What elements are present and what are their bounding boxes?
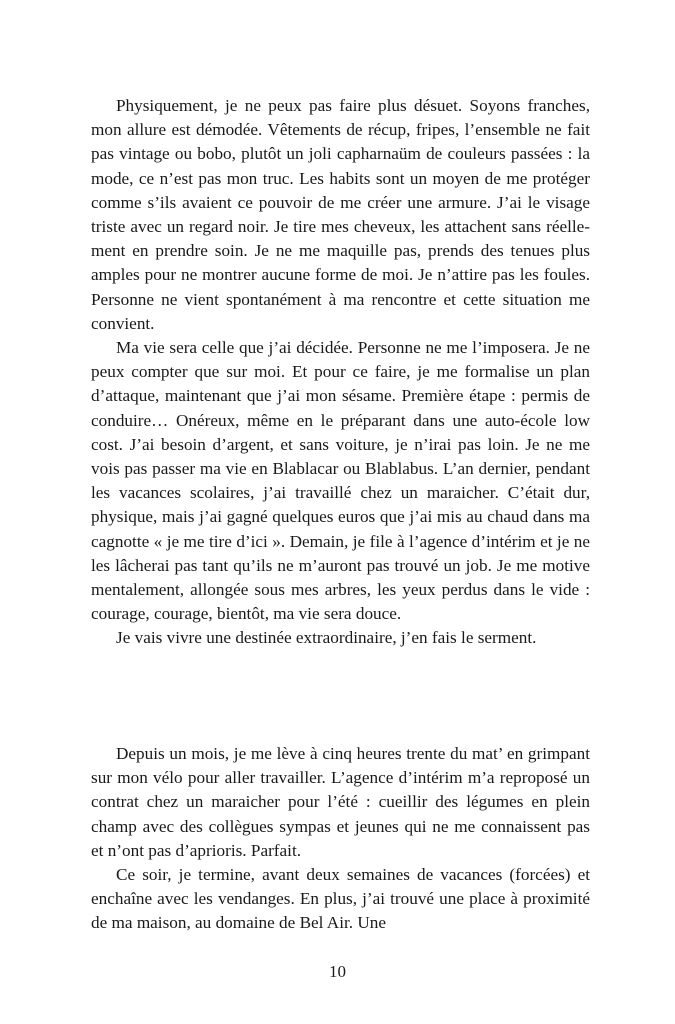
text-section-2	[91, 742, 590, 936]
paragraph: Ce soir, je termine, avant deux semaines de vacances (forcées) et enchaîne avec les vendanges. En plus, j’ai trouvé une place à proximité de ma maison, au domaine de Bel Air. Une	[91, 865, 590, 933]
paragraph: Physiquement, je ne peux pas faire plus désuet. Soyons franches, mon allure est démodée. Vêtements de récup, fripes, l’ensemble ne fait pas vintage ou bobo, plutôt un joli capharnaüm de couleurs passées : la mode, ce n’est pas mon truc. Les habits sont un moyen de me protéger comme s’ils avaient ce pouvoir de me créer une armure. J’ai le visage triste avec un regard noir. Je tire mes cheveux, les attachent sans réellement en prendre soin. Je ne me maquille pas, prends des tenues plus amples pour ne montrer aucune forme de moi. Je n’attire pas les foules. Personne ne vient spontanément à ma rencontre et cette situation me convient.	[91, 96, 590, 333]
paragraph: Depuis un mois, je me lève à cinq heures trente du mat’ en grimpant sur mon vélo pour aller travailler. L’agence d’intérim m’a reproposé un contrat chez un maraicher pour l’été : cueillir des légumes en plein champ avec des collègues sympas et jeunes qui ne me connaissent pas et n’ont pas d’aprioris. Parfait.	[91, 744, 590, 860]
text-section-1	[91, 94, 590, 651]
paragraph: Je vais vivre une destinée extraordinaire, j’en fais le serment.	[116, 628, 537, 648]
page-number: 10	[329, 962, 346, 981]
paragraph: Ma vie sera celle que j’ai décidée. Personne ne me l’imposera. Je ne peux compter que sur moi. Et pour ce faire, je me formalise un plan d’attaque, maintenant que j’ai mon sésame. Première étape : permis de conduire… Onéreux, même en le préparant dans une auto-école low cost. J’ai besoin d’argent, et sans voiture, je n’irai pas loin. Je ne me vois pas passer ma vie en Blablacar ou Blablabus. L’an dernier, pendant les vacances scolaires, j’ai travaillé chez un maraicher. C’était dur, physique, mais j’ai gagné quelques euros que j’ai mis au chaud dans ma cagnotte « je me tire d’ici ». Demain, je file à l’agence d’intérim et je ne les lâcherai pas tant qu’ils ne m’auront pas trouvé un job. Je me motive mentalement, allongée sous mes arbres, les yeux perdus dans le vide : courage, courage, bientôt, ma vie sera douce.	[91, 338, 590, 624]
